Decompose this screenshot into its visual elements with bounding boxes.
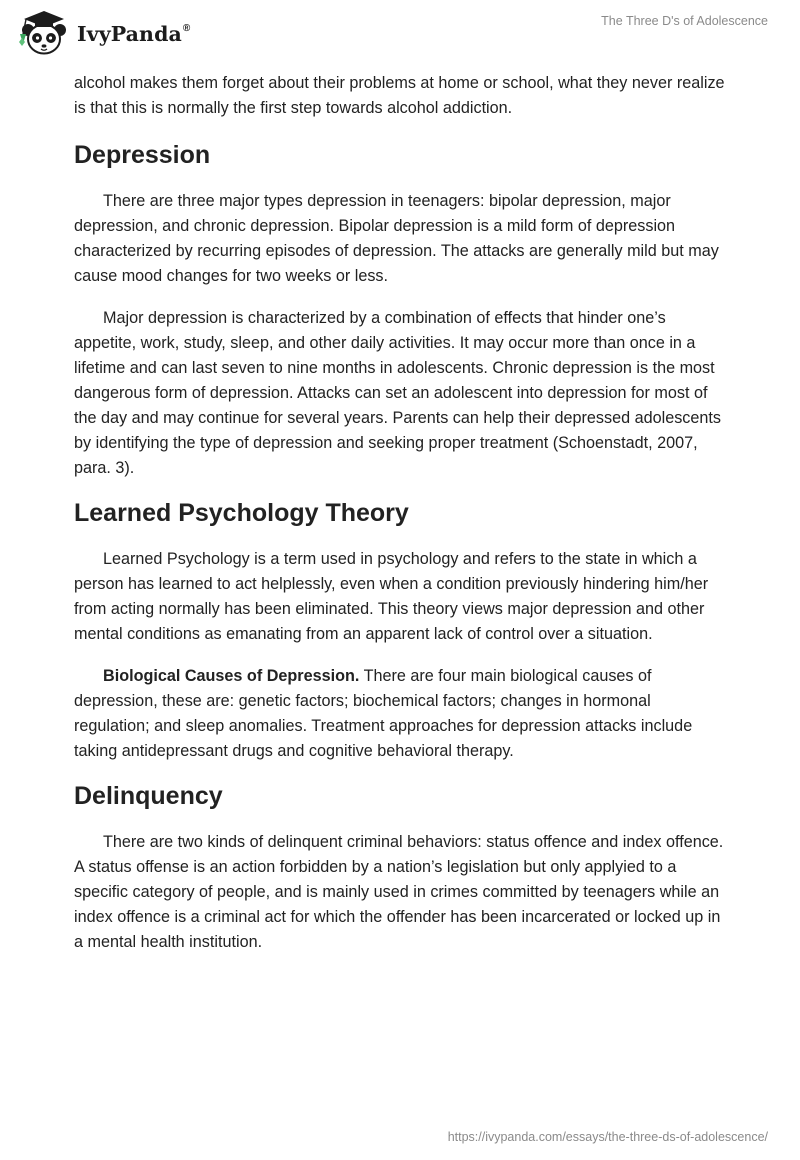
paragraph-biological-causes	[74, 664, 728, 764]
section-heading-delinquency: Delinquency	[74, 782, 223, 810]
inline-subheading: Biological Causes of Depression.	[103, 667, 360, 685]
page-header	[0, 0, 800, 66]
section-heading-learned-psychology-theory: Learned Psychology Theory	[74, 499, 409, 527]
intro-paragraph: alcohol makes them forget about their problems at home or school, what they never realize is that this is normally the first step towards alcohol addiction.	[74, 74, 725, 117]
paragraph: Major depression is characterized by a combination of effects that hinder one’s appetite, work, study, sleep, and other daily activities. It may occur more than once in a lifetime and can last seven to nine months in adolescents. Chronic depression is the most dangerous form of depression. Attacks can set an adolescent into depression for most of the day and may continue for several years. Parents can help their depressed adolescents by identifying the type of depression and seeking proper treatment (Schoenstadt, 2007, para. 3).	[74, 309, 721, 477]
section-heading-depression: Depression	[74, 141, 211, 169]
brand-name	[77, 22, 190, 46]
paragraph: There are two kinds of delinquent criminal behaviors: status offence and index offence. A status offense is an action forbidden by a nation’s legislation but only applyied to a specific category of people, and is mainly used in crimes committed by teenagers while an index offence is a criminal act for which the offender has been incarcerated or locked up in a mental health institution.	[74, 833, 724, 951]
panda-graduation-cap-icon	[14, 8, 72, 58]
ivypanda-logo[interactable]	[14, 8, 190, 58]
brand-text: IvyPanda	[77, 22, 182, 46]
paragraph: Learned Psychology is a term used in psychology and refers to the state in which a person has learned to act helplessly, even when a condition previously hindering him/her from acting normally has been eliminated. This theory views major depression and other mental conditions as emanating from an apparent lack of control over a situation.	[74, 550, 709, 643]
essay-content	[74, 71, 728, 972]
source-url[interactable]: https://ivypanda.com/essays/the-three-ds-of-adolescence/	[447, 1130, 768, 1144]
paragraph: There are three major types depression in teenagers: bipolar depression, major depression, and chronic depression. Bipolar depression is a mild form of depression characterized by recurring episodes of depression. The attacks are generally mild but may cause mood changes for two weeks or less.	[74, 192, 719, 285]
paragraph-text: There are four main biological causes of depression, these are: genetic factors; biochemical factors; changes in hormonal regulation; and sleep anomalies. Treatment approaches for depression attacks include taking antidepressant drugs and cognitive behavioral therapy.	[74, 667, 693, 760]
document-title: The Three D's of Adolescence	[601, 14, 768, 28]
registered-mark: ®	[182, 23, 191, 35]
